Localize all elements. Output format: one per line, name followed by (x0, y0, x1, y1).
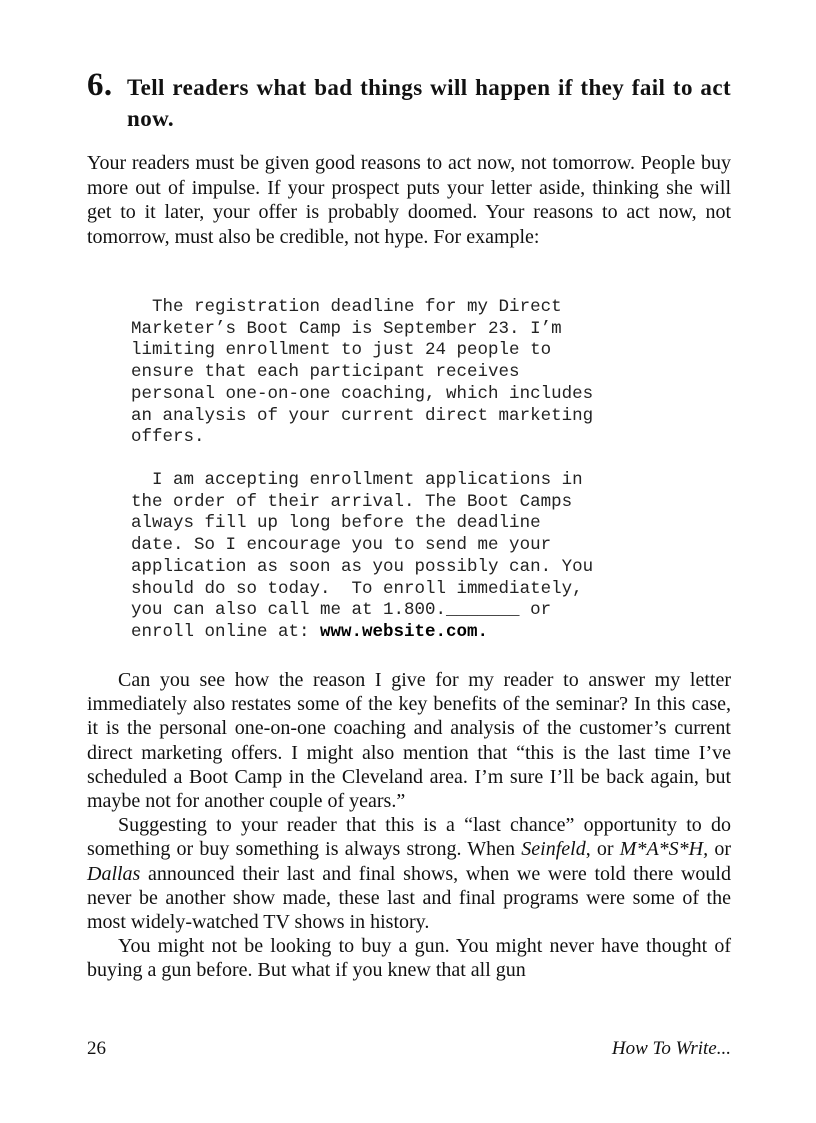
running-footer-title: How To Write... (611, 1038, 731, 1059)
example-letter-paragraph-2 (131, 470, 691, 644)
example-url: www.website.com. (320, 621, 489, 642)
body-text (87, 668, 731, 983)
section-heading (87, 67, 731, 134)
example-letter-text: I am accepting enrollment applications in the order of their arrival. The Boot Camps always fill up long before the deadline date. So I encourage you to send me your application as soon as you possibly can. You should do so today. To enroll immediately, you can also call me at 1.800._______ or enroll online at: (131, 470, 594, 642)
show-title-seinfeld: Seinfeld (521, 838, 586, 861)
body-paragraph-2-text-a: Suggesting to your reader that this is a “last chance” opportunity to do something or buy something is always strong. When (87, 814, 731, 861)
section-title: Tell readers what bad things will happen if they fail to act now. (127, 75, 731, 131)
intro-paragraph: Your readers must be given good reasons to act now, not tomorrow. People buy more out of impulse. If your prospect puts your letter aside, thinking she will get to it later, your offer is probably doomed. Your reasons to act now, not tomorrow, must also be credible, not hype. For example: (87, 152, 731, 248)
body-paragraph-1: Can you see how the reason I give for my reader to answer my letter immediately also restates some of the key benefits of the seminar? In this case, it is the personal one-on-one coaching and analysis of the customer’s current direct marketing offers. I might also mention that “this is the last time I’ve scheduled a Boot Camp in the Cleveland area. I’m sure I’ll be back again, but maybe not for another couple of years.” (87, 669, 731, 813)
body-paragraph-2-text-d: announced their last and final shows, when we were told there would never be another show made, these last and final programs were some of the most widely-watched TV shows in history. (87, 862, 731, 934)
example-letter-paragraph-1: The registration deadline for my Direct Marketer’s Boot Camp is September 23. I’m limiting enrollment to just 24 people to ensure that each participant receives personal one-on-one coaching, which includes an analysis of your current direct marketing offers. (131, 297, 594, 448)
page-number: 26 (87, 1038, 106, 1059)
show-title-mash: M*A*S*H, (619, 838, 709, 861)
show-title-dallas: Dallas (87, 862, 141, 885)
body-paragraph-3: You might not be looking to buy a gun. You might never have thought of buying a gun before. But what if you knew that all gun (87, 935, 731, 982)
body-paragraph-2 (87, 813, 731, 934)
body-paragraph-2-text-c: or (708, 838, 731, 861)
body-paragraph-2-text-b: , or (585, 838, 620, 861)
section-number: 6. (87, 67, 113, 103)
